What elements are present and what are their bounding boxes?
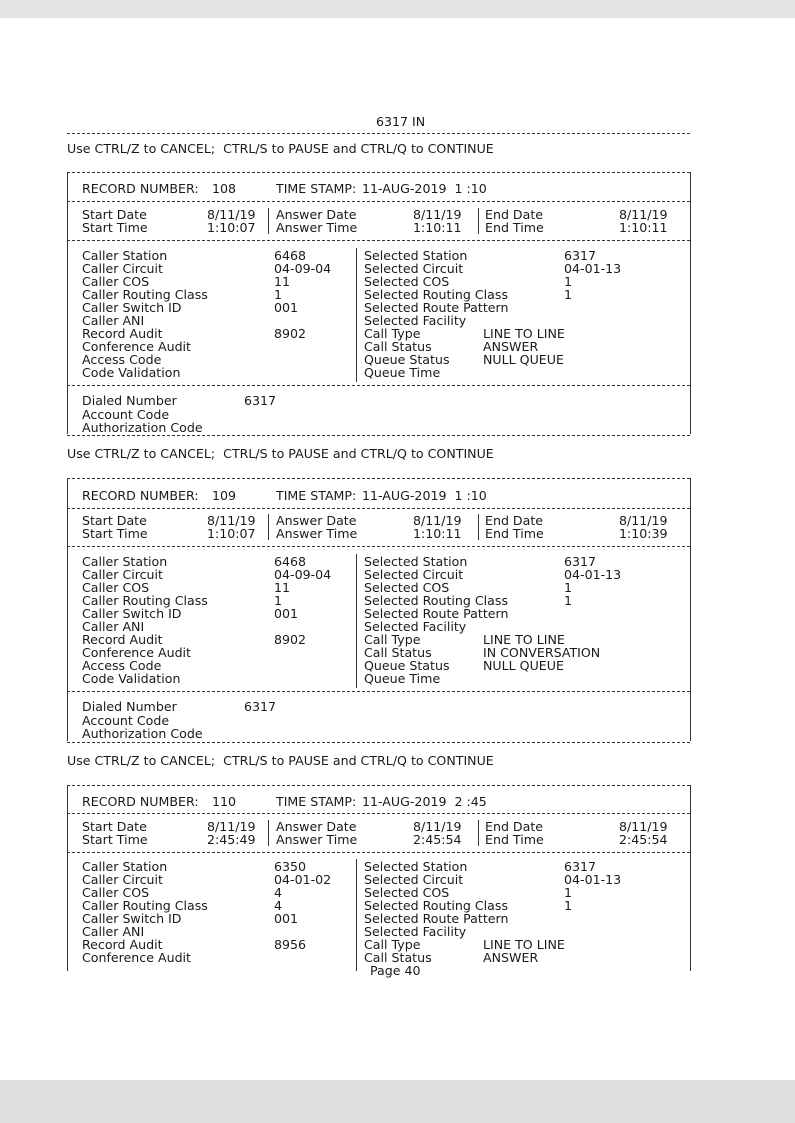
row-separator [67,385,690,386]
dialed-number-label: Dialed Number [82,393,177,408]
caller-ani-label: Caller ANI [82,619,145,634]
scan-top-margin [0,0,795,18]
caller-station-value: 6468 [274,554,307,569]
end-time-label: End Time [485,220,544,235]
caller-circuit-label: Caller Circuit [82,567,163,582]
row-separator [67,240,690,241]
selected-facility-label: Selected Facility [364,313,467,328]
row-separator [67,201,690,202]
selected-routing-class-label: Selected Routing Class [364,287,509,302]
caller-cos-value: 11 [274,274,291,289]
record-bottom-border [67,742,690,743]
caller-cos-label: Caller COS [82,580,150,595]
record-top-border [67,478,690,479]
time-stamp-label: TIME STAMP: [276,794,357,809]
queue-time-label: Queue Time [364,365,441,380]
selected-station-value: 6317 [564,859,597,874]
row-separator [67,813,690,814]
answer-time-label: Answer Time [276,220,358,235]
answer-date: 8/11/19 [413,207,462,222]
selected-routing-class-label: Selected Routing Class [364,898,509,913]
caller-switch-id-label: Caller Switch ID [82,300,182,315]
selected-cos-label: Selected COS [364,274,450,289]
record-audit-label: Record Audit [82,937,163,952]
page-number: Page 40 [370,963,421,978]
selected-cos-label: Selected COS [364,580,450,595]
call-type-label: Call Type [364,937,421,952]
page-header: 6317 IN [376,114,426,129]
selected-cos-value: 1 [564,274,573,289]
selected-cos-value: 1 [564,885,573,900]
record-right-border [690,478,691,741]
caller-cos-label: Caller COS [82,274,150,289]
answer-time-label: Answer Time [276,832,358,847]
caller-station-value: 6350 [274,859,307,874]
call-type-value: LINE TO LINE [483,937,565,952]
time-stamp: 11-AUG-2019 1 :10 [362,488,487,503]
column-divider [478,820,479,846]
selected-routing-class-value: 1 [564,898,573,913]
call-status-label: Call Status [364,645,432,660]
row-separator [67,508,690,509]
end-time-label: End Time [485,832,544,847]
record-audit-value: 8902 [274,632,307,647]
time-stamp-label: TIME STAMP: [276,488,357,503]
call-status-value: ANSWER [483,950,539,965]
selected-route-pattern-label: Selected Route Pattern [364,911,509,926]
account-code-label: Account Code [82,713,170,728]
record-left-border [67,478,68,741]
start-date: 8/11/19 [207,513,256,528]
call-type-label: Call Type [364,326,421,341]
record-audit-label: Record Audit [82,326,163,341]
access-code-label: Access Code [82,352,162,367]
conference-audit-label: Conference Audit [82,339,191,354]
call-status-value: ANSWER [483,339,539,354]
selected-route-pattern-label: Selected Route Pattern [364,606,509,621]
end-date-label: End Date [485,207,544,222]
answer-time: 2:45:54 [413,832,462,847]
caller-cos-value: 11 [274,580,291,595]
conference-audit-label: Conference Audit [82,950,191,965]
selected-route-pattern-label: Selected Route Pattern [364,300,509,315]
selected-routing-class-value: 1 [564,287,573,302]
selected-circuit-label: Selected Circuit [364,567,464,582]
call-status-label: Call Status [364,339,432,354]
caller-routing-class-label: Caller Routing Class [82,287,208,302]
start-time-label: Start Time [82,832,148,847]
time-stamp: 11-AUG-2019 1 :10 [362,181,487,196]
record-number-label: RECORD NUMBER: [82,181,199,196]
selected-facility-label: Selected Facility [364,924,467,939]
start-date-label: Start Date [82,513,147,528]
answer-time: 1:10:11 [413,220,462,235]
instruction-line: Use CTRL/Z to CANCEL; CTRL/S to PAUSE and CTRL/Q to CONTINUE [67,753,494,768]
answer-date-label: Answer Date [276,207,357,222]
end-time-label: End Time [485,526,544,541]
caller-routing-class-value: 4 [274,898,283,913]
caller-circuit-label: Caller Circuit [82,261,163,276]
caller-switch-id-value: 001 [274,300,299,315]
end-time: 1:10:39 [619,526,668,541]
time-stamp-label: TIME STAMP: [276,181,357,196]
call-type-label: Call Type [364,632,421,647]
end-date-label: End Date [485,513,544,528]
row-separator [67,691,690,692]
selected-cos-label: Selected COS [364,885,450,900]
end-date: 8/11/19 [619,207,668,222]
record-audit-value: 8902 [274,326,307,341]
end-date: 8/11/19 [619,513,668,528]
selected-circuit-label: Selected Circuit [364,261,464,276]
queue-status-label: Queue Status [364,352,450,367]
scan-bottom-margin [0,1080,795,1123]
header-separator [67,133,690,134]
dialed-number-label: Dialed Number [82,699,177,714]
dialed-number: 6317 [244,393,277,408]
end-date: 8/11/19 [619,819,668,834]
selected-routing-class-label: Selected Routing Class [364,593,509,608]
start-date-label: Start Date [82,819,147,834]
caller-station-label: Caller Station [82,859,168,874]
time-stamp: 11-AUG-2019 2 :45 [362,794,487,809]
caller-circuit-value: 04-09-04 [274,261,332,276]
caller-ani-label: Caller ANI [82,313,145,328]
authorization-code-label: Authorization Code [82,420,203,435]
dialed-number: 6317 [244,699,277,714]
call-type-value: LINE TO LINE [483,632,565,647]
start-time: 1:10:07 [207,220,256,235]
caller-circuit-label: Caller Circuit [82,872,163,887]
queue-time-label: Queue Time [364,671,441,686]
caller-routing-class-value: 1 [274,593,283,608]
selected-facility-label: Selected Facility [364,619,467,634]
record-right-border [690,785,691,971]
record-left-border [67,172,68,434]
selected-cos-value: 1 [564,580,573,595]
selected-station-label: Selected Station [364,554,468,569]
column-divider [268,514,269,540]
record-number-label: RECORD NUMBER: [82,488,199,503]
end-date-label: End Date [485,819,544,834]
answer-date: 8/11/19 [413,819,462,834]
row-separator [67,852,690,853]
instruction-line: Use CTRL/Z to CANCEL; CTRL/S to PAUSE and CTRL/Q to CONTINUE [67,141,494,156]
access-code-label: Access Code [82,658,162,673]
caller-station-value: 6468 [274,248,307,263]
caller-circuit-value: 04-01-02 [274,872,332,887]
column-divider [356,859,357,971]
start-date: 8/11/19 [207,207,256,222]
record-number: 110 [212,794,237,809]
selected-station-value: 6317 [564,554,597,569]
caller-routing-class-label: Caller Routing Class [82,898,208,913]
caller-switch-id-label: Caller Switch ID [82,911,182,926]
caller-switch-id-label: Caller Switch ID [82,606,182,621]
selected-station-value: 6317 [564,248,597,263]
queue-status-value: NULL QUEUE [483,352,564,367]
caller-station-label: Caller Station [82,554,168,569]
caller-cos-label: Caller COS [82,885,150,900]
record-number-label: RECORD NUMBER: [82,794,199,809]
record-top-border [67,172,690,173]
record-top-border [67,785,690,786]
call-status-value: IN CONVERSATION [483,645,601,660]
start-time-label: Start Time [82,220,148,235]
caller-switch-id-value: 001 [274,911,299,926]
column-divider [356,554,357,688]
account-code-label: Account Code [82,407,170,422]
selected-circuit-value: 04-01-13 [564,567,622,582]
column-divider [268,820,269,846]
caller-switch-id-value: 001 [274,606,299,621]
authorization-code-label: Authorization Code [82,726,203,741]
column-divider [478,514,479,540]
answer-time-label: Answer Time [276,526,358,541]
column-divider [268,208,269,234]
start-date-label: Start Date [82,207,147,222]
record-audit-value: 8956 [274,937,307,952]
start-time: 2:45:49 [207,832,256,847]
caller-ani-label: Caller ANI [82,924,145,939]
answer-date-label: Answer Date [276,513,357,528]
call-type-value: LINE TO LINE [483,326,565,341]
start-date: 8/11/19 [207,819,256,834]
record-number: 109 [212,488,237,503]
instruction-line: Use CTRL/Z to CANCEL; CTRL/S to PAUSE and CTRL/Q to CONTINUE [67,446,494,461]
column-divider [356,248,357,382]
caller-routing-class-value: 1 [274,287,283,302]
queue-status-value: NULL QUEUE [483,658,564,673]
record-bottom-border [67,435,690,436]
queue-status-label: Queue Status [364,658,450,673]
column-divider [478,208,479,234]
record-right-border [690,172,691,434]
record-audit-label: Record Audit [82,632,163,647]
selected-station-label: Selected Station [364,248,468,263]
start-time-label: Start Time [82,526,148,541]
selected-circuit-label: Selected Circuit [364,872,464,887]
code-validation-label: Code Validation [82,671,181,686]
call-status-label: Call Status [364,950,432,965]
caller-circuit-value: 04-09-04 [274,567,332,582]
row-separator [67,546,690,547]
caller-cos-value: 4 [274,885,283,900]
caller-routing-class-label: Caller Routing Class [82,593,208,608]
conference-audit-label: Conference Audit [82,645,191,660]
answer-date: 8/11/19 [413,513,462,528]
caller-station-label: Caller Station [82,248,168,263]
end-time: 1:10:11 [619,220,668,235]
start-time: 1:10:07 [207,526,256,541]
record-number: 108 [212,181,237,196]
answer-date-label: Answer Date [276,819,357,834]
answer-time: 1:10:11 [413,526,462,541]
selected-circuit-value: 04-01-13 [564,261,622,276]
selected-station-label: Selected Station [364,859,468,874]
selected-circuit-value: 04-01-13 [564,872,622,887]
end-time: 2:45:54 [619,832,668,847]
selected-routing-class-value: 1 [564,593,573,608]
code-validation-label: Code Validation [82,365,181,380]
